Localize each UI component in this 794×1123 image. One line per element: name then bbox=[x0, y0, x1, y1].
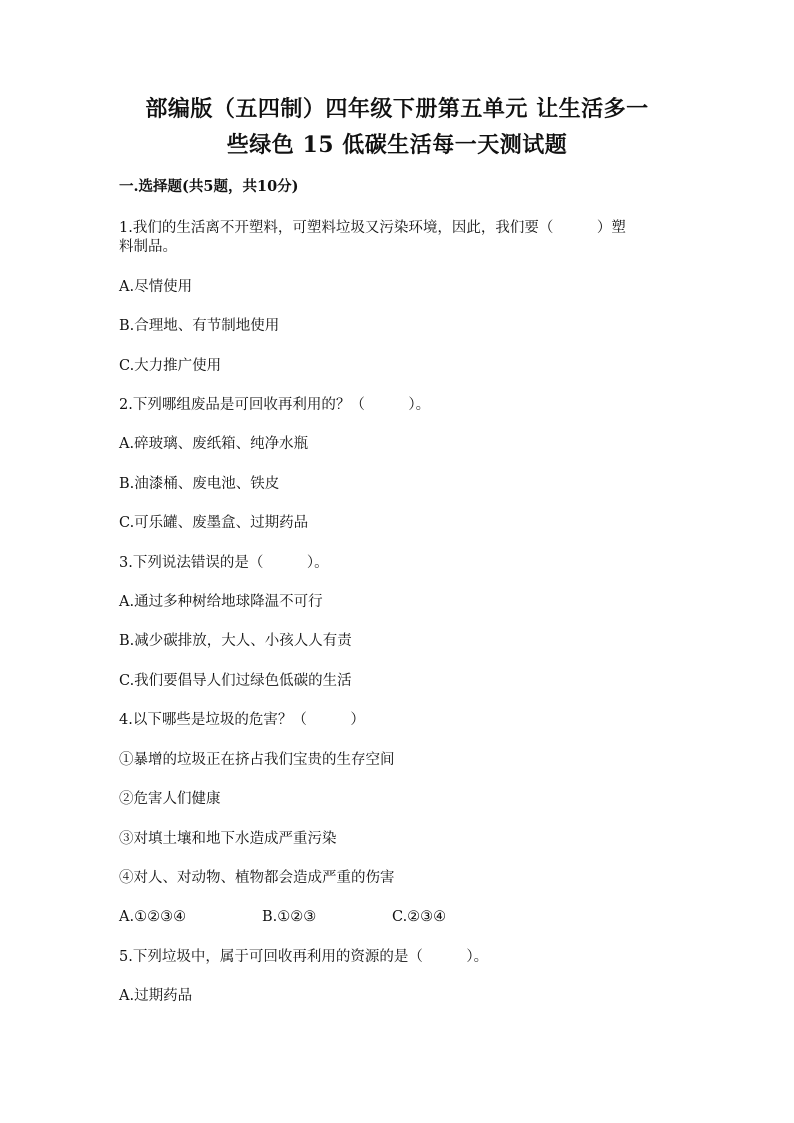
question-4-option-a: A.①②③④ bbox=[119, 909, 187, 925]
question-4-statement-1: ①暴增的垃圾正在挤占我们宝贵的生存空间 bbox=[119, 752, 395, 768]
question-3-option-a: A.通过多种树给地球降温不可行 bbox=[119, 594, 323, 610]
document-title-line-1: 部编版（五四制）四年级下册第五单元 让生活多一 bbox=[145, 96, 649, 122]
question-1-option-a: A.尽情使用 bbox=[119, 279, 193, 295]
question-4-statement-3: ③对填土壤和地下水造成严重污染 bbox=[119, 831, 337, 847]
question-1-stem-line-1: 1.我们的生活离不开塑料，可塑料垃圾又污染环境，因此，我们要（ ）塑 bbox=[119, 220, 626, 236]
question-4-stem: 4.以下哪些是垃圾的危害？（ ） bbox=[119, 712, 365, 728]
question-2-stem: 2.下列哪组废品是可回收再利用的？（ ）。 bbox=[119, 397, 431, 413]
question-5-option-a: A.过期药品 bbox=[119, 988, 193, 1004]
question-4-statement-4: ④对人、对动物、植物都会造成严重的伤害 bbox=[119, 870, 395, 886]
question-5-stem: 5.下列垃圾中，属于可回收再利用的资源的是（ ）。 bbox=[119, 949, 489, 965]
question-3-option-c: C.我们要倡导人们过绿色低碳的生活 bbox=[119, 673, 352, 689]
question-4-options bbox=[119, 906, 679, 928]
section-heading: 一.选择题(共5题，共10分) bbox=[119, 178, 299, 195]
question-1-stem-line-2: 料制品。 bbox=[119, 239, 177, 255]
question-3-stem: 3.下列说法错误的是（ ）。 bbox=[119, 555, 329, 571]
question-4-option-b: B.①②③ bbox=[262, 909, 317, 925]
question-3-option-b: B.减少碳排放，大人、小孩人人有责 bbox=[119, 633, 352, 649]
question-1-option-b: B.合理地、有节制地使用 bbox=[119, 318, 280, 334]
question-2-option-c: C.可乐罐、废墨盒、过期药品 bbox=[119, 515, 309, 531]
question-4-option-c: C.②③④ bbox=[392, 909, 447, 925]
question-1-option-c: C.大力推广使用 bbox=[119, 358, 222, 374]
question-4-statement-2: ②危害人们健康 bbox=[119, 791, 221, 807]
question-2-option-a: A.碎玻璃、废纸箱、纯净水瓶 bbox=[119, 436, 309, 452]
question-2-option-b: B.油漆桶、废电池、铁皮 bbox=[119, 476, 280, 492]
document-title-line-2: 些绿色 15 低碳生活每一天测试题 bbox=[226, 132, 568, 158]
